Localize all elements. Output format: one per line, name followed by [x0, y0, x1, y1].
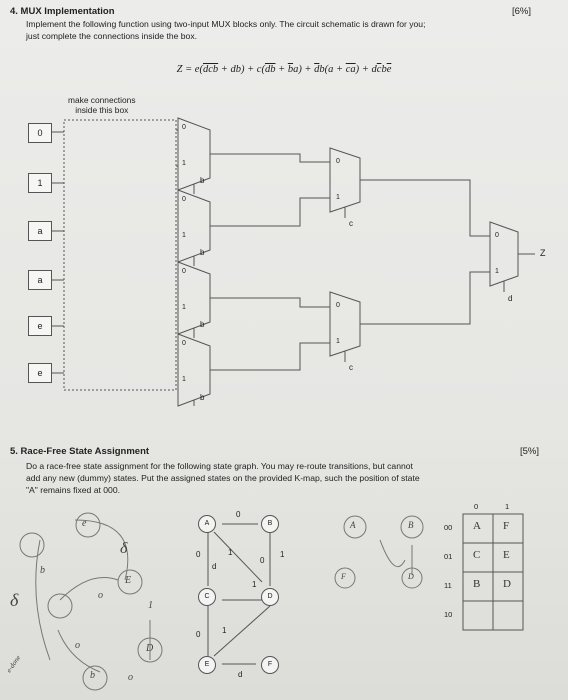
edge-bd-0: 0 [260, 556, 265, 565]
input-a2: a [28, 270, 52, 290]
state-b: B [261, 515, 279, 533]
q4-line2: just complete the connections inside the box. [26, 31, 198, 41]
q5-line3: "A" remains fixed at 000. [26, 485, 120, 495]
hand-e-done: e-done [4, 653, 23, 675]
kmap-row-10: 10 [444, 610, 453, 619]
hand-e-top: e [82, 518, 87, 529]
select-d: d [508, 294, 513, 303]
mux7-in1: 1 [495, 268, 499, 275]
q4-title: 4. MUX Implementation [10, 6, 115, 17]
kmap-row-11: 11 [444, 581, 452, 590]
mux2-in1: 1 [182, 232, 186, 239]
input-0: 0 [28, 123, 52, 143]
kmap-row-01: 01 [444, 552, 453, 561]
state-d: D [261, 588, 279, 606]
state-a: A [198, 515, 216, 533]
hand-o1: o [98, 590, 103, 601]
mux6-in0: 0 [336, 302, 340, 309]
hand-one: 1 [148, 600, 153, 611]
kmap-cell-00-0: A [473, 520, 481, 532]
edge-ce-0: 0 [196, 630, 201, 639]
select-b4: b [200, 393, 205, 402]
q5-line2: add any new (dummy) states. Put the assigned states on the provided K-map, such the position of state [26, 473, 420, 483]
select-c2: c [349, 363, 353, 372]
edge-a-1: 1 [228, 548, 233, 557]
hand-e: E [125, 575, 132, 586]
mux2-in0: 0 [182, 196, 186, 203]
box-note: make connections inside this box [68, 95, 136, 115]
hand-d-bottom: D [146, 643, 154, 654]
state-e: E [198, 656, 216, 674]
kmap-cell-11-1: D [503, 578, 511, 590]
q5-line1: Do a race-free state assignment for the following state graph. You may re-route transitions, but cannot [26, 461, 413, 471]
select-c1: c [349, 219, 353, 228]
edge-ce-1: 1 [222, 626, 227, 635]
mux3-in0: 0 [182, 268, 186, 275]
hand-b: B [408, 520, 414, 530]
select-b2: b [200, 248, 205, 257]
mux4-in1: 1 [182, 376, 186, 383]
kmap-cell-01-0: C [473, 549, 481, 561]
hand-f: F [341, 572, 346, 581]
select-b1: b [200, 176, 205, 185]
kmap-col-1: 1 [505, 502, 510, 511]
hand-b-left: b [40, 565, 45, 576]
mux4-in0: 0 [182, 340, 186, 347]
q4-points: [6%] [512, 6, 532, 17]
kmap-cell-11-0: B [473, 578, 481, 590]
state-f: F [261, 656, 279, 674]
kmap-col-0: 0 [474, 502, 479, 511]
hand-delta1: δ [120, 540, 128, 557]
select-b3: b [200, 320, 205, 329]
input-a1: a [28, 221, 52, 241]
input-e2: e [28, 363, 52, 383]
output-z: Z [540, 248, 546, 258]
q5-points: [5%] [520, 446, 540, 457]
hand-b-bottom: b [90, 670, 95, 681]
kmap-row-00: 00 [444, 523, 453, 532]
mux7-in0: 0 [495, 232, 499, 239]
hand-o2: o [75, 640, 80, 651]
input-e1: e [28, 316, 52, 336]
formula: $Z = e(\overline{dcb} + db) + c(\overline{db} + \overline{b}a) + \overline{d}b(a + \overline{ca}) + d\overline{c}b\overline{e}$ [176, 64, 392, 75]
edge-fe: d [238, 670, 243, 679]
hand-d: D [408, 572, 414, 581]
mux1-in0: 0 [182, 124, 186, 131]
mux5-in0: 0 [336, 158, 340, 165]
q4-line1: Implement the following function using two-input MUX blocks only. The circuit schematic is drawn for you; [26, 19, 426, 29]
edge-a-d: d [212, 562, 217, 571]
edge-ab: 0 [236, 510, 241, 519]
edge-bd-1: 1 [280, 550, 285, 559]
mux6-in1: 1 [336, 338, 340, 345]
kmap-cell-01-1: E [503, 549, 510, 561]
mux1-in1: 1 [182, 160, 186, 167]
mux3-in1: 1 [182, 304, 186, 311]
hand-o3: o [128, 672, 133, 683]
hand-a: A [350, 520, 356, 530]
edge-ac-0: 0 [196, 550, 201, 559]
hand-delta2: δ [10, 590, 19, 610]
kmap-cell-00-1: F [503, 520, 510, 532]
edge-dc: 1 [252, 580, 257, 589]
q5-title: 5. Race-Free State Assignment [10, 446, 150, 457]
state-c: C [198, 588, 216, 606]
mux5-in1: 1 [336, 194, 340, 201]
input-1: 1 [28, 173, 52, 193]
